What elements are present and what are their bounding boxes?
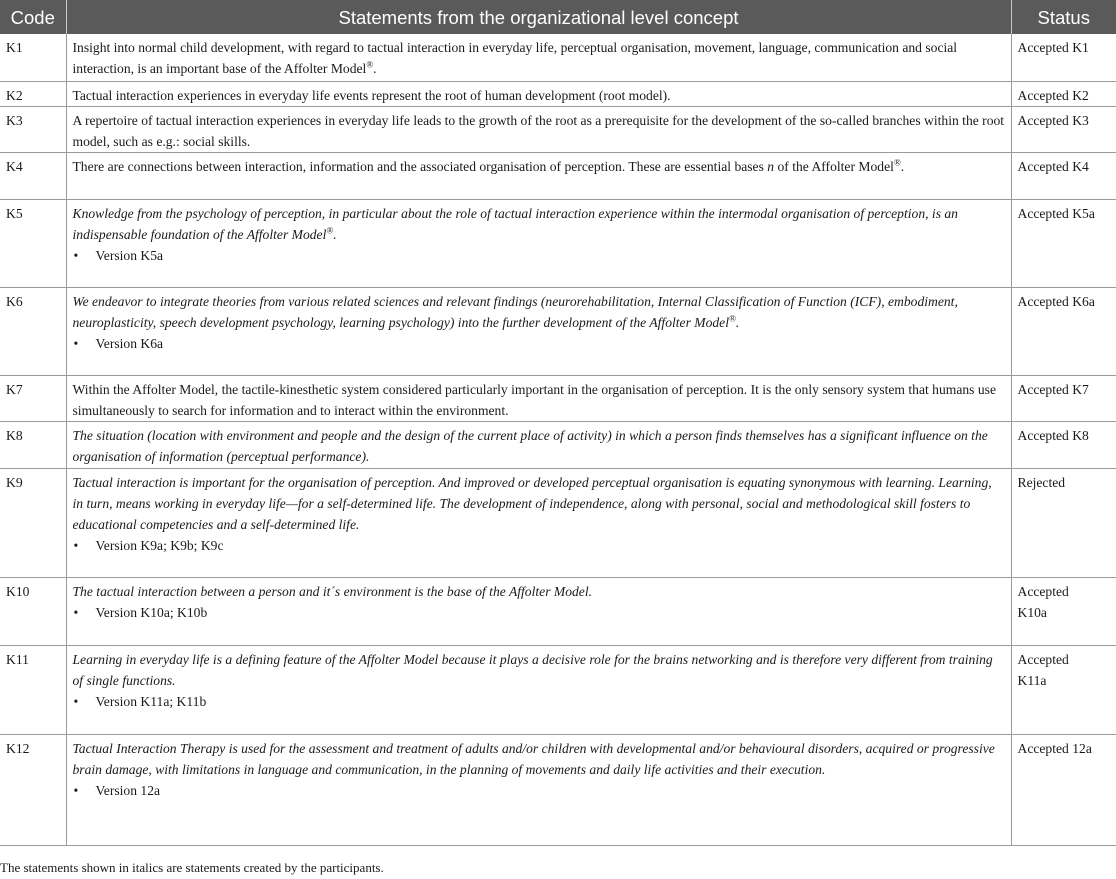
row-code: K3	[0, 106, 66, 152]
row-status: Accepted K10a	[1011, 577, 1116, 645]
statement-text: Tactual Interaction Therapy is used for the assessment and treatment of adults and/or children with developmental and/or behavioural disorders, acquired or progressive brain damage, with limitations in language and communication, in the planning of movements and daily life activities and their execution.	[72, 740, 995, 777]
table-row	[0, 734, 1116, 845]
row-statement	[66, 199, 1011, 287]
bullet-icon: •	[73, 693, 79, 709]
row-statement: The situation (location with environment and people and the design of the current place of activity) in which a person finds themselves has a significant influence on the organisation of information (perceptual performance).	[66, 421, 1011, 468]
table-row	[0, 577, 1116, 645]
version-item: • Version K6a	[73, 333, 1005, 354]
table-row	[0, 468, 1116, 577]
bullet-icon: •	[73, 335, 79, 351]
header-code: Code	[0, 0, 66, 34]
row-statement: Within the Affolter Model, the tactile-kinesthetic system considered particularly important in the organisation of perception. It is the only sensory system that humans use simultaneously to search for information and to interact within the environment.	[66, 375, 1011, 421]
row-status: Accepted K5a	[1011, 199, 1116, 287]
version-item: • Version K5a	[73, 245, 1005, 266]
row-status: Accepted 12a	[1011, 734, 1116, 845]
table-header	[0, 0, 1116, 34]
bullet-icon: •	[73, 247, 79, 263]
row-statement: A repertoire of tactual interaction experiences in everyday life leads to the growth of the root as a prerequisite for the development of the so-called branches within the root model, such as e.g.: social skills.	[66, 106, 1011, 152]
row-code: K4	[0, 152, 66, 199]
row-code: K9	[0, 468, 66, 577]
version-item: • Version 12a	[73, 780, 1005, 801]
row-code: K10	[0, 577, 66, 645]
row-status: Accepted K3	[1011, 106, 1116, 152]
row-statement: Insight into normal child development, with regard to tactual interaction in everyday life, perceptual organisation, movement, language, communication and social interaction, is an important base of the Affolter Model®.	[66, 34, 1011, 81]
row-status: Accepted K6a	[1011, 287, 1116, 375]
table-row	[0, 34, 1116, 81]
header-row	[0, 0, 1116, 34]
statement-text: Learning in everyday life is a defining feature of the Affolter Model because it plays a decisive role for the brains networking and is therefore very different from training of single functions.	[72, 651, 993, 688]
table-footnote: The statements shown in italics are statements created by the participants.	[0, 860, 384, 875]
version-item: • Version K11a; K11b	[73, 691, 1005, 712]
row-status: Rejected	[1011, 468, 1116, 577]
row-statement	[66, 645, 1011, 734]
header-statements: Statements from the organizational level concept	[66, 0, 1011, 34]
row-status: Accepted K4	[1011, 152, 1116, 199]
bullet-icon: •	[73, 782, 79, 798]
statement-text: Tactual interaction is important for the organisation of perception. And improved or developed perceptual organisation is equating synonymous with learning. Learning, in turn, means working in everyday life—for a self-determined life. The development of independence, along with personal, social and methodological skill fosters to educational competencies and a self-determined life.	[72, 474, 992, 532]
statement-text: We endeavor to integrate theories from various related sciences and relevant findings (neurorehabilitation, Internal Classification of Function (ICF), embodiment, neuroplasticity, speech development psychology, learning psychology) into the further development of the Affolter Model®.	[72, 293, 958, 330]
table-row	[0, 106, 1116, 152]
row-statement: Tactual interaction experiences in everyday life events represent the root of human development (root model).	[66, 81, 1011, 106]
registered-mark: ®	[729, 312, 736, 323]
row-code: K12	[0, 734, 66, 845]
row-statement: There are connections between interaction, information and the associated organisation of perception. These are essential bases n of the Affolter Model®.	[66, 152, 1011, 199]
registered-mark: ®	[893, 156, 901, 167]
row-status: Accepted K11a	[1011, 645, 1116, 734]
row-statement	[66, 577, 1011, 645]
registered-mark: ®	[326, 224, 334, 235]
row-statement	[66, 734, 1011, 845]
table-row	[0, 375, 1116, 421]
bullet-icon: •	[73, 604, 79, 620]
row-code: K11	[0, 645, 66, 734]
table-row	[0, 421, 1116, 468]
row-code: K8	[0, 421, 66, 468]
header-status: Status	[1011, 0, 1116, 34]
table-row	[0, 152, 1116, 199]
row-status: Accepted K7	[1011, 375, 1116, 421]
statement-text: Knowledge from the psychology of perception, in particular about the role of tactual interaction experience within the intermodal organisation of perception, is an indispensable foundation of the Affolter Model®.	[72, 205, 958, 242]
row-code: K2	[0, 81, 66, 106]
statement-text: The tactual interaction between a person and it´s environment is the base of the Affolter Model.	[72, 583, 593, 599]
table-row	[0, 81, 1116, 106]
table-row	[0, 287, 1116, 375]
version-item: • Version K10a; K10b	[73, 602, 1005, 623]
row-code: K5	[0, 199, 66, 287]
version-item: • Version K9a; K9b; K9c	[73, 535, 1005, 556]
row-status: Accepted K1	[1011, 34, 1116, 81]
registered-mark: ®	[366, 59, 374, 70]
table-row	[0, 199, 1116, 287]
row-statement	[66, 468, 1011, 577]
row-status: Accepted K2	[1011, 81, 1116, 106]
row-status: Accepted K8	[1011, 421, 1116, 468]
row-statement	[66, 287, 1011, 375]
row-code: K1	[0, 34, 66, 81]
row-code: K6	[0, 287, 66, 375]
bullet-icon: •	[73, 537, 79, 553]
row-code: K7	[0, 375, 66, 421]
table-row	[0, 645, 1116, 734]
